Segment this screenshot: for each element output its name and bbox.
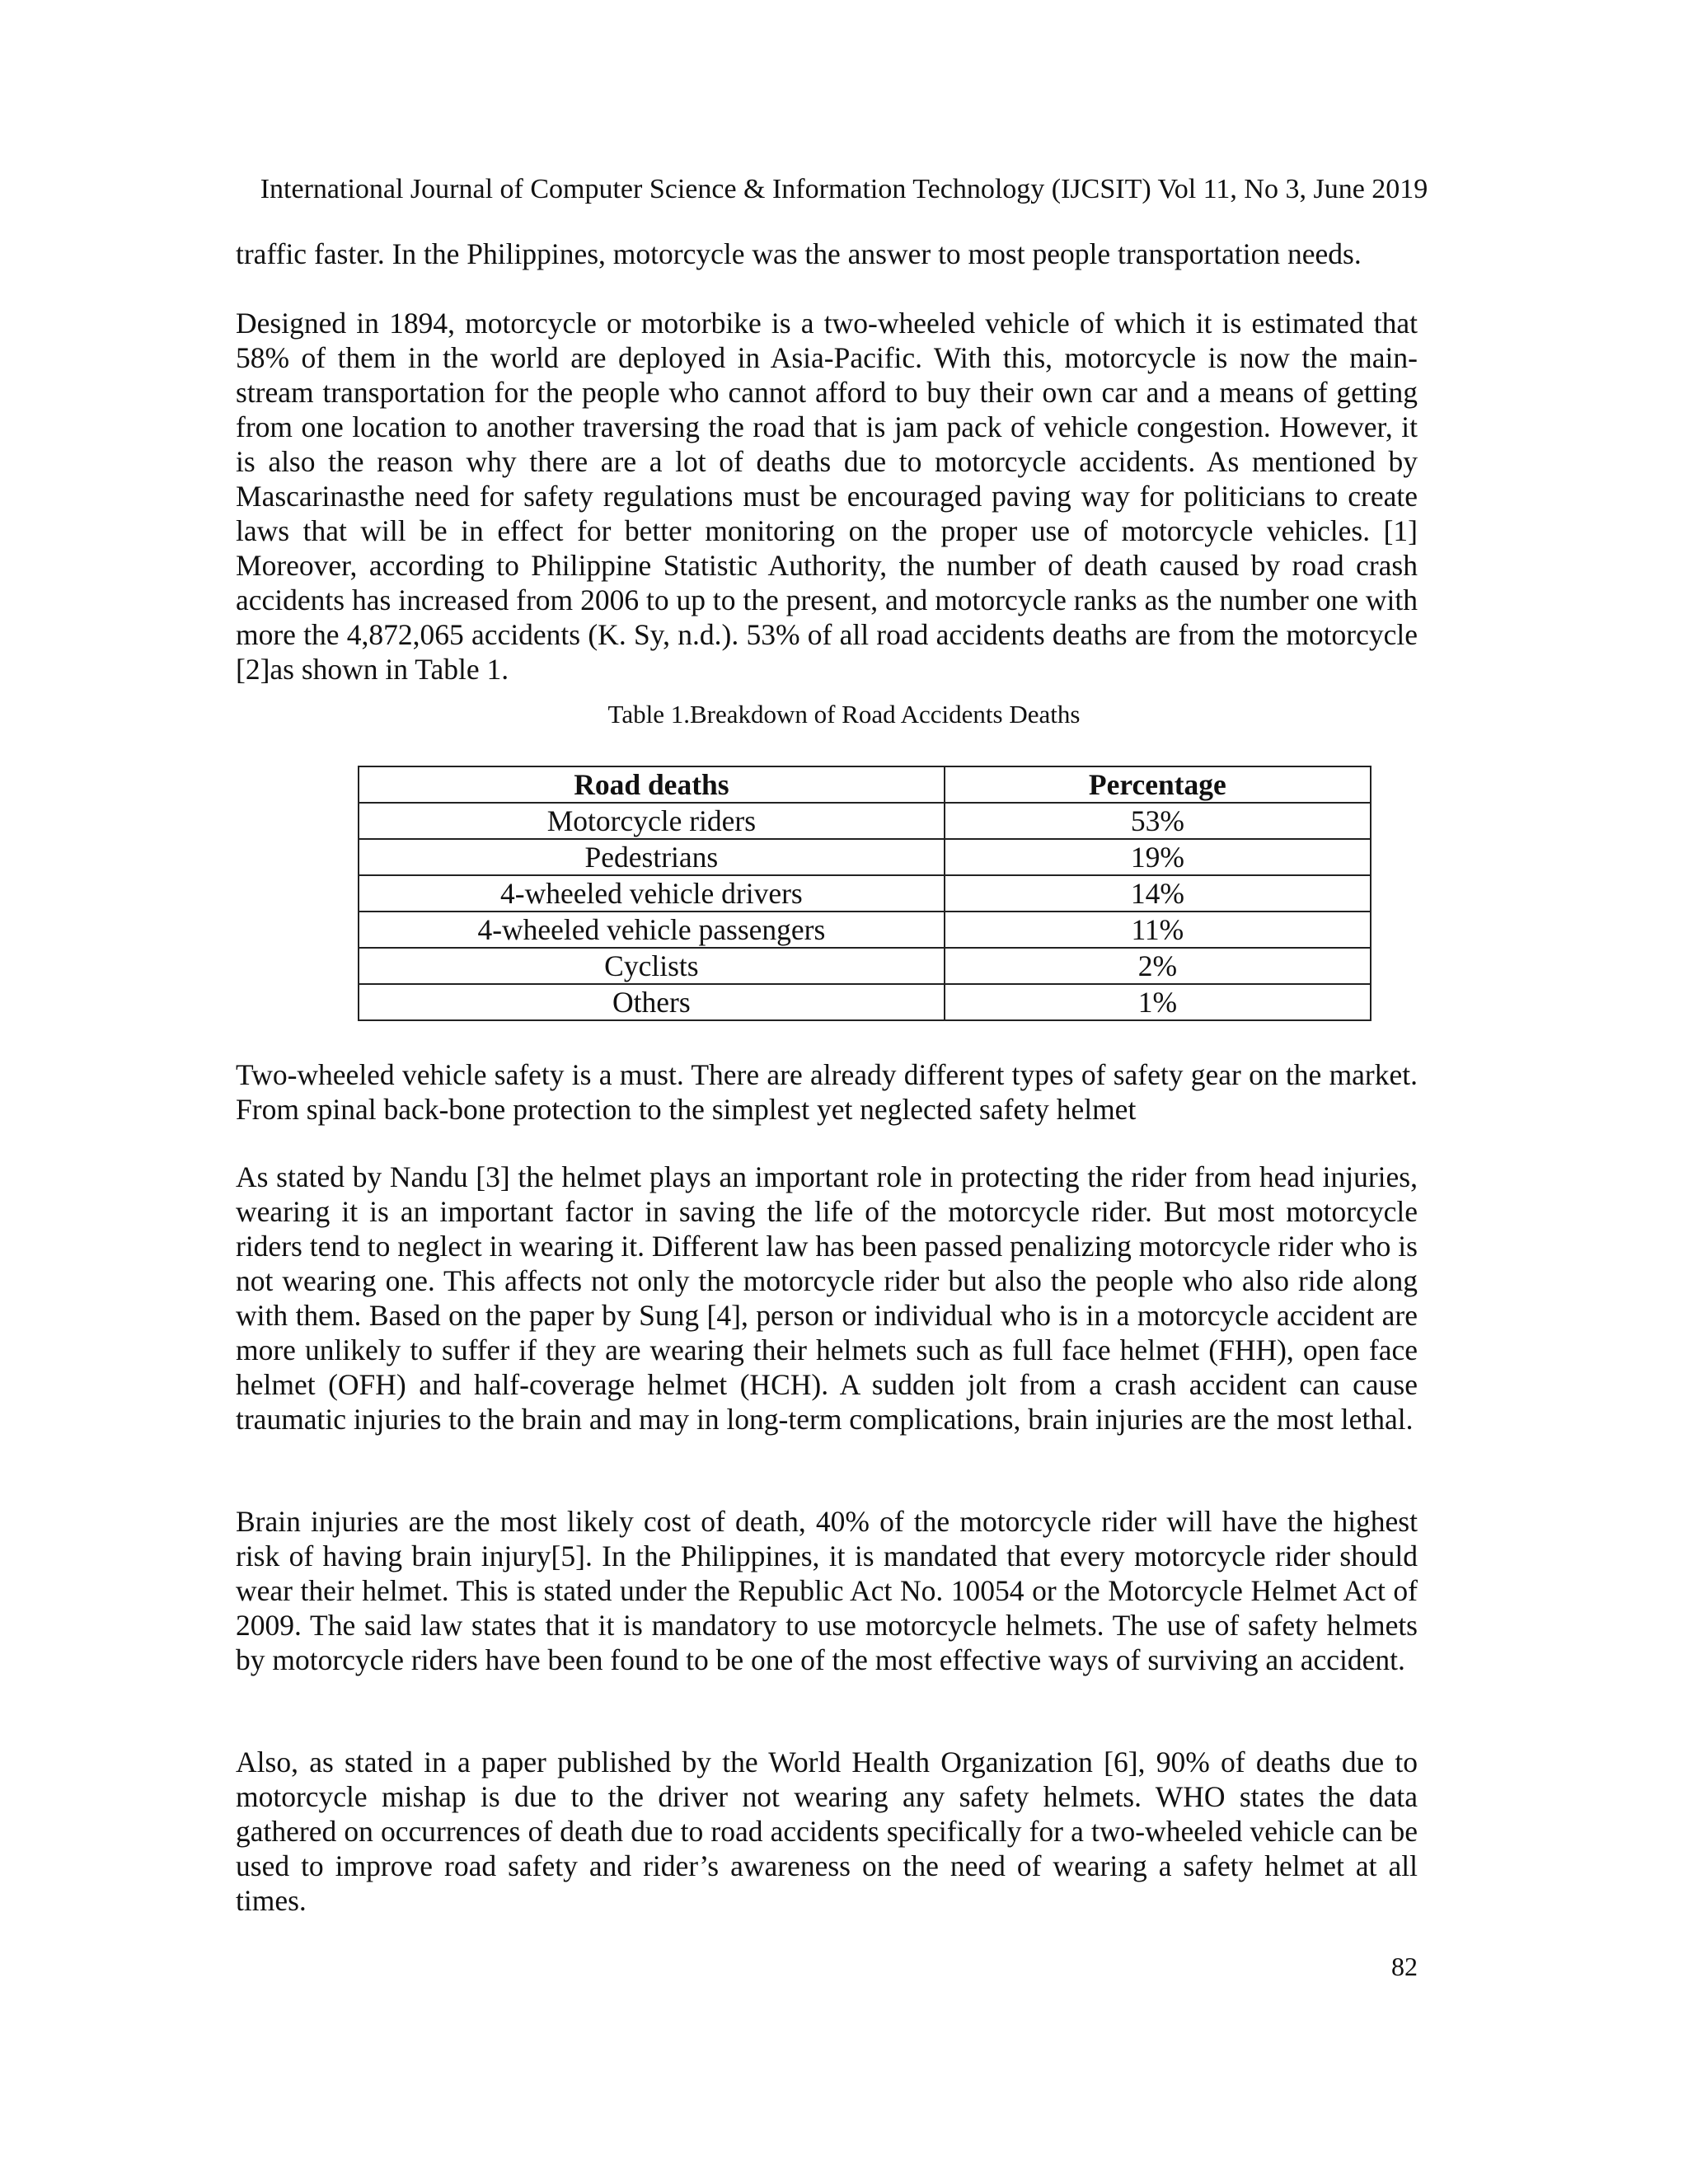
table-cell-percentage: 14% [945, 875, 1371, 912]
header-percentage: Percentage [945, 766, 1371, 803]
table-cell-category: Cyclists [359, 948, 945, 984]
table-row [359, 875, 1371, 912]
table-cell-percentage: 2% [945, 948, 1371, 984]
table-cell-category: Pedestrians [359, 839, 945, 875]
table-cell-percentage: 1% [945, 984, 1371, 1020]
paragraph-2: Designed in 1894, motorcycle or motorbike is a two-wheeled vehicle of which it is estimated that 58% of them in the world are deployed in Asia-Pacific. With this, motorcycle is now the main-stream transportation for the people who cannot afford to buy their own car and a means of getting from one location to another traversing the road that is jam pack of vehicle congestion. However, it is also the reason why there are a lot of deaths due to motorcycle accidents. As mentioned by Mascarinasthe need for safety regulations must be encouraged paving way for politicians to create laws that will be in effect for better monitoring on the proper use of motorcycle vehicles. [1] Moreover, according to Philippine Statistic Authority, the number of death caused by road crash accidents has increased from 2006 to up to the present, and motorcycle ranks as the number one with more the 4,872,065 accidents (K. Sy, n.d.). 53% of all road accidents deaths are from the motorcycle [2]as shown in Table 1. [236, 307, 1418, 686]
paragraph-5: Brain injuries are the most likely cost of death, 40% of the motorcycle rider will have the highest risk of having brain injury[5]. In the Philippines, it is mandated that every motorcycle rider should wear their helmet. This is stated under the Republic Act No. 10054 or the Motorcycle Helmet Act of 2009. The said law states that it is mandatory to use motorcycle helmets. The use of safety helmets by motorcycle riders have been found to be one of the most effective ways of surviving an accident. [236, 1505, 1418, 1676]
paragraph-3: Two-wheeled vehicle safety is a must. There are already different types of safety gear on the market. From spinal back-bone protection to the simplest yet neglected safety helmet [236, 1058, 1418, 1126]
table-cell-category: 4-wheeled vehicle drivers [359, 875, 945, 912]
header-road-deaths: Road deaths [359, 766, 945, 803]
paragraph-4: As stated by Nandu [3] the helmet plays an important role in protecting the rider from head injuries, wearing it is an important factor in saving the life of the motorcycle rider. But most motorcycle riders tend to neglect in wearing it. Different law has been passed penalizing motorcycle rider who is not wearing one. This affects not only the motorcycle rider but also the people who also ride along with them. Based on the paper by Sung [4], person or individual who is in a motorcycle accident are more unlikely to suffer if they are wearing their helmets such as full face helmet (FHH), open face helmet (OFH) and half-coverage helmet (HCH). A sudden jolt from a crash accident can cause traumatic injuries to the brain and may in long-term complications, brain injuries are the most lethal. [236, 1160, 1418, 1436]
table-row [359, 803, 1371, 839]
page-number: 82 [1391, 1952, 1418, 1981]
road-deaths-table [358, 766, 1372, 1021]
table-cell-percentage: 19% [945, 839, 1371, 875]
paragraph-6: Also, as stated in a paper published by the World Health Organization [6], 90% of deaths due to motorcycle mishap is due to the driver not wearing any safety helmets. WHO states the data gathered on occurrences of death due to road accidents specifically for a two-wheeled vehicle can be used to improve road safety and rider’s awareness on the need of wearing a safety helmet at all times. [236, 1746, 1418, 1917]
table-row [359, 984, 1371, 1020]
table-caption: Table 1.Breakdown of Road Accidents Deaths [607, 700, 1081, 729]
table-header-row [359, 766, 1371, 803]
paragraph-1: traffic faster. In the Philippines, motorcycle was the answer to most people transportation needs. [236, 237, 1362, 270]
table-cell-category: 4-wheeled vehicle passengers [359, 912, 945, 948]
table-cell-category: Others [359, 984, 945, 1020]
table-cell-category: Motorcycle riders [359, 803, 945, 839]
table-cell-percentage: 53% [945, 803, 1371, 839]
table-cell-percentage: 11% [945, 912, 1371, 948]
table-row [359, 912, 1371, 948]
table-row [359, 948, 1371, 984]
journal-header: International Journal of Computer Science & Information Technology (IJCSIT) Vol 11, No 3, June 2019 [260, 174, 1428, 204]
table-row [359, 839, 1371, 875]
